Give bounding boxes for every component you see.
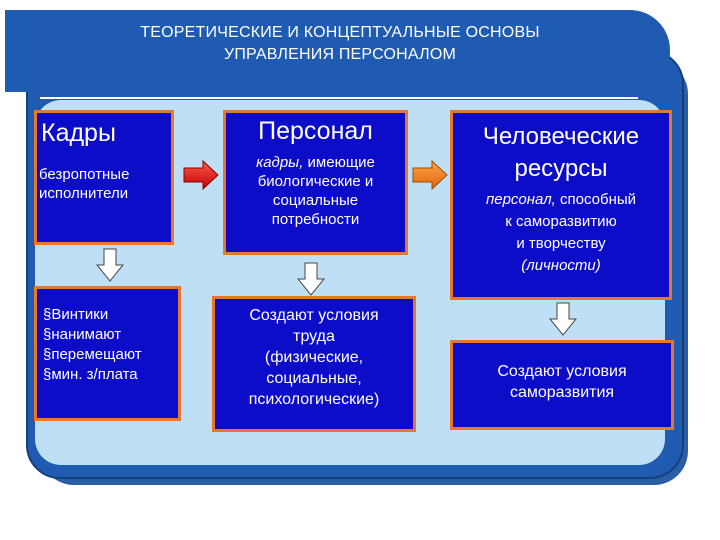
box-personal-line-1 bbox=[226, 153, 405, 172]
page-title bbox=[60, 22, 620, 66]
box-personal-heading: Персонал bbox=[258, 117, 373, 145]
box-resources-line-1-italic: персонал, bbox=[485, 191, 556, 208]
box-personal-line-4: потребности bbox=[271, 211, 360, 228]
box-resources-line-4: (личности) bbox=[521, 257, 601, 274]
box-personal-line-1-italic: кадры, bbox=[256, 154, 304, 171]
box-personal-line-1-rest: имеющие bbox=[303, 154, 375, 171]
box-resources-heading-1: Человеческие bbox=[482, 123, 640, 150]
box-resources-line-2: к саморазвитию bbox=[505, 213, 617, 230]
box-bottom-right-line-1: Создают условия bbox=[497, 363, 627, 380]
title-line-1: ТЕОРЕТИЧЕСКИЕ И КОНЦЕПТУАЛЬНЫЕ ОСНОВЫ bbox=[140, 24, 540, 41]
box-personal-line-2: биологические и bbox=[257, 173, 374, 190]
box-kadry bbox=[34, 110, 174, 245]
box-personal-line-3: социальные bbox=[272, 192, 359, 209]
arrow-down-icon bbox=[297, 262, 325, 296]
box-bottom-middle-line-1: Создают условия bbox=[249, 307, 379, 324]
box-bottom-middle bbox=[212, 296, 416, 432]
box-kadry-line-2: исполнители bbox=[39, 185, 129, 202]
box-bottom-middle-line-5: психологические) bbox=[248, 391, 380, 408]
box-human-resources bbox=[450, 110, 672, 300]
box-bottom-right-line-2: саморазвития bbox=[509, 384, 615, 401]
box-bottom-middle-line-2: труда bbox=[293, 328, 335, 345]
box-bottom-right bbox=[450, 340, 674, 430]
box-resources-heading-2: ресурсы bbox=[514, 155, 608, 182]
title-line-2: УПРАВЛЕНИЯ ПЕРСОНАЛОМ bbox=[223, 46, 457, 63]
list-item: §перемещают bbox=[43, 346, 142, 363]
list-item: §мин. з/плата bbox=[43, 366, 138, 383]
list-item: §Винтики bbox=[43, 306, 109, 323]
arrow-right-orange-icon bbox=[412, 160, 448, 190]
box-kadry-heading: Кадры bbox=[41, 119, 116, 147]
box-bottom-middle-line-4: социальные, bbox=[266, 370, 362, 387]
arrow-right-red-icon bbox=[183, 160, 219, 190]
box-bottom-left bbox=[34, 286, 181, 421]
box-personal bbox=[223, 110, 408, 255]
box-resources-line-3: и творчеству bbox=[516, 235, 606, 252]
box-bottom-left-list bbox=[37, 305, 178, 385]
list-item: §нанимают bbox=[43, 326, 122, 343]
box-resources-line-1 bbox=[453, 189, 669, 211]
box-bottom-middle-line-3: (физические, bbox=[264, 349, 364, 366]
arrow-down-icon bbox=[96, 248, 124, 282]
title-divider bbox=[40, 97, 638, 99]
arrow-down-icon bbox=[549, 302, 577, 336]
box-resources-line-1-rest: способный bbox=[555, 191, 637, 208]
box-kadry-line-1: безропотные bbox=[39, 166, 130, 183]
